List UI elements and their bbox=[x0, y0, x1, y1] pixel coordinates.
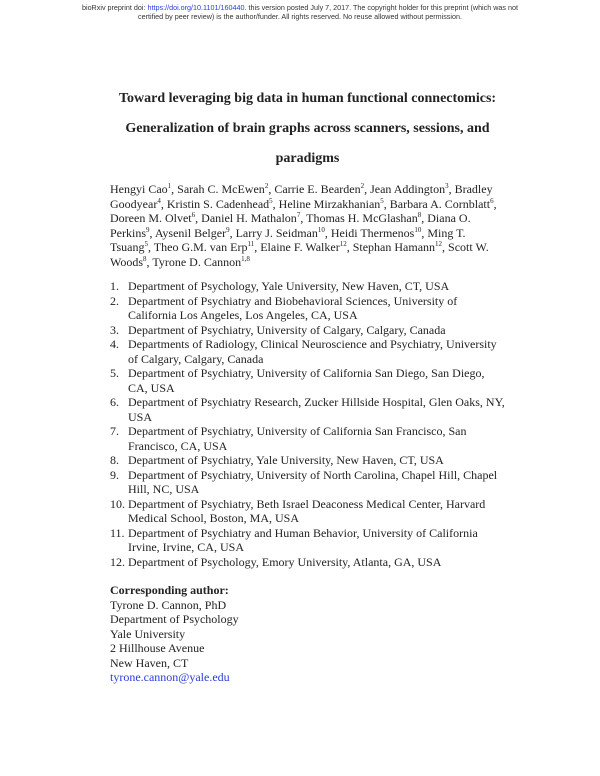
author-affiliation-marker: 8 bbox=[417, 211, 422, 219]
author-affiliation-marker: 12 bbox=[339, 240, 347, 248]
author bbox=[260, 240, 347, 254]
author bbox=[274, 182, 364, 196]
author bbox=[331, 226, 421, 240]
affiliation-number: 8. bbox=[110, 453, 119, 467]
author bbox=[110, 211, 195, 225]
author bbox=[152, 255, 250, 269]
author-affiliation-marker: 1,8 bbox=[241, 254, 250, 263]
author bbox=[353, 240, 442, 254]
affiliation-text: Department of Psychiatry, University of California San Francisco, San Francisco, CA, USA bbox=[128, 424, 467, 453]
affiliation-number: 3. bbox=[110, 322, 119, 337]
author-affiliation-marker: 9 bbox=[226, 225, 230, 234]
affiliation-text: Department of Psychiatry and Human Behavior, University of California Irvine, Irvine, CA, USA bbox=[128, 525, 478, 554]
author-affiliation-marker: 6 bbox=[490, 196, 494, 205]
corr-line: Department of Psychology bbox=[110, 612, 239, 626]
affiliation-item bbox=[110, 555, 505, 570]
corr-line: 2 Hillhouse Avenue bbox=[110, 641, 205, 655]
affiliation-item bbox=[110, 468, 505, 497]
affiliation-number: 1. bbox=[110, 279, 119, 293]
author bbox=[177, 182, 268, 196]
author bbox=[306, 211, 421, 225]
affiliation-number: 4. bbox=[110, 337, 119, 351]
corr-line: New Haven, CT bbox=[110, 655, 189, 670]
author bbox=[279, 197, 384, 211]
author-affiliation-marker: 5 bbox=[269, 196, 273, 205]
affiliation-item bbox=[110, 497, 505, 526]
author-name: Heidi Thermenos bbox=[330, 225, 415, 240]
author-name: Diana O. Perkins bbox=[110, 211, 471, 240]
affiliation-number: 5. bbox=[110, 366, 119, 380]
author-affiliation-marker: 12 bbox=[435, 240, 443, 248]
paper-body bbox=[110, 84, 505, 685]
affiliation-item bbox=[110, 395, 505, 424]
corresponding-author bbox=[110, 583, 505, 685]
author bbox=[110, 182, 171, 196]
title-line: paradigms bbox=[275, 151, 340, 166]
author-affiliation-marker: 2 bbox=[360, 182, 365, 190]
affiliation-item bbox=[110, 424, 505, 453]
author-name: Thomas H. McGlashan bbox=[306, 211, 418, 225]
author-affiliation-marker: 3 bbox=[445, 182, 449, 190]
author-name: Stephan Hamann bbox=[352, 240, 436, 254]
author-name: Bradley Goodyear bbox=[110, 182, 493, 211]
affiliation-item bbox=[110, 337, 505, 366]
corresponding-heading: Corresponding author: bbox=[110, 583, 229, 597]
author-name: Jean Addington bbox=[370, 182, 446, 196]
author-list: Hengyi Cao$^1$, Sarah C. McEwen$^2$, Carrie E. Bearden$^2$, Jean Addington$^3$, Bradley Goodyear$^4$, Kristin S. Cadenhead$^5$, Heline Mirzakhanian$^5$, Barbara A. Cornblatt$^6$, Doreen M. Olvet$^6$, Daniel H. Mathalon$^7$, Thomas H. McGlashan$^8$, Diana O. Perkins$^9$, Aysenil Belger$^9$, Larry J. Seidman$^{10}$, Heidi Thermenos$^{10}$, Ming T. Tsuang$^5$, Theo G.M. van Erp$^{11}$, Elaine F. Walker$^{12}$, Stephan Hamann$^{12}$, Scott W. Woods$^8$, Tyrone D. Cannon$^{1,8}$ bbox=[110, 182, 497, 269]
header-line1: . this version posted July 7, 2017. The copyright holder for this preprint (which was not bbox=[244, 3, 519, 12]
affiliation-number: 2. bbox=[110, 293, 119, 308]
affiliation-list bbox=[110, 279, 505, 569]
author bbox=[390, 197, 494, 211]
affiliation-text: Departments of Radiology, Clinical Neuroscience and Psychiatry, University of Calgary, Calgary, Canada bbox=[128, 337, 497, 366]
affiliation-item bbox=[110, 526, 505, 555]
author-name: Doreen M. Olvet bbox=[110, 211, 192, 225]
affiliation-number: 12. bbox=[110, 554, 125, 569]
author bbox=[236, 226, 325, 240]
author-affiliation-marker: 5 bbox=[380, 196, 384, 205]
author-name: Aysenil Belger bbox=[154, 225, 227, 240]
author bbox=[370, 182, 449, 196]
author-affiliation-marker: 7 bbox=[296, 211, 301, 219]
author bbox=[167, 197, 273, 211]
author-name: Hengyi Cao bbox=[110, 182, 168, 196]
title-line: Generalization of brain graphs across scanners, sessions, and bbox=[125, 121, 490, 136]
affiliation-number: 7. bbox=[110, 424, 119, 438]
author-name: Tyrone D. Cannon bbox=[152, 254, 242, 269]
author bbox=[155, 226, 230, 240]
affiliation-number: 6. bbox=[110, 395, 119, 409]
affiliation-text: Department of Psychiatry, Beth Israel Deaconess Medical Center, Harvard Medical School, Boston, MA, USA bbox=[128, 496, 486, 525]
author bbox=[154, 240, 254, 254]
author-name: Ming T. Tsuang bbox=[110, 225, 466, 254]
affiliation-number: 9. bbox=[110, 467, 119, 482]
author-name: Elaine F. Walker bbox=[260, 240, 340, 254]
author-affiliation-marker: 2 bbox=[264, 182, 269, 190]
affiliation-item bbox=[110, 366, 505, 395]
author-name: Carrie E. Bearden bbox=[274, 182, 361, 196]
doi-link[interactable]: https://doi.org/10.1101/160440 bbox=[147, 3, 245, 12]
author-affiliation-marker: 5 bbox=[144, 240, 148, 248]
paper-title bbox=[60, 84, 555, 174]
author-name: Larry J. Seidman bbox=[235, 225, 318, 240]
author-affiliation-marker: 1 bbox=[167, 182, 172, 190]
author-name: Sarah C. McEwen bbox=[177, 182, 265, 196]
author-name: Kristin S. Cadenhead bbox=[166, 196, 270, 211]
author-affiliation-marker: 6 bbox=[191, 211, 196, 219]
author-name: Theo G.M. van Erp bbox=[153, 240, 248, 254]
preprint-header bbox=[0, 3, 600, 21]
affiliation-text: Department of Psychiatry, University of California San Diego, San Diego, CA, USA bbox=[128, 366, 485, 395]
author bbox=[201, 211, 300, 225]
affiliation-item bbox=[110, 294, 505, 323]
affiliation-text: Department of Psychology, Emory University, Atlanta, GA, USA bbox=[128, 554, 442, 569]
affiliation-text: Department of Psychiatry, University of Calgary, Calgary, Canada bbox=[128, 322, 446, 337]
affiliation-text: Department of Psychiatry and Biobehavioral Sciences, University of California Los Angeles, Los Angeles, CA, USA bbox=[128, 293, 458, 322]
affiliation-number: 10. bbox=[110, 496, 125, 511]
author-affiliation-marker: 9 bbox=[146, 225, 150, 234]
author-affiliation-marker: 10 bbox=[414, 225, 422, 234]
author-name: Heline Mirzakhanian bbox=[278, 196, 381, 211]
author-affiliation-marker: 11 bbox=[247, 240, 255, 248]
header-line2: certified by peer review) is the author/funder. All rights reserved. No reuse allowed without permission. bbox=[138, 12, 462, 21]
corr-line: Yale University bbox=[110, 626, 186, 641]
author-name: Barbara A. Cornblatt bbox=[389, 196, 491, 211]
affiliation-item bbox=[110, 453, 505, 468]
author-name: Daniel H. Mathalon bbox=[201, 211, 297, 225]
title-line: Toward leveraging big data in human functional connectomics: bbox=[118, 91, 497, 106]
affiliation-number: 11. bbox=[110, 525, 125, 540]
affiliation-text: Department of Psychology, Yale University, New Haven, CT, USA bbox=[128, 279, 450, 293]
author-name: Scott W. Woods bbox=[110, 240, 489, 269]
affiliation-text: Department of Psychiatry Research, Zucker Hillside Hospital, Glen Oaks, NY, USA bbox=[128, 395, 505, 424]
affiliation-item bbox=[110, 323, 505, 338]
author-affiliation-marker: 10 bbox=[317, 225, 325, 234]
email-link[interactable]: tyrone.cannon@yale.edu bbox=[110, 670, 230, 684]
affiliation-text: Department of Psychiatry, University of North Carolina, Chapel Hill, Chapel Hill, NC, USA bbox=[128, 467, 498, 496]
author-affiliation-marker: 8 bbox=[143, 254, 147, 263]
header-prefix: bioRxiv preprint doi: bbox=[81, 3, 148, 12]
affiliation-item bbox=[110, 279, 505, 294]
author-affiliation-marker: 4 bbox=[157, 196, 161, 205]
corr-line: Tyrone D. Cannon, PhD bbox=[110, 597, 227, 612]
affiliation-text: Department of Psychiatry, Yale University, New Haven, CT, USA bbox=[128, 453, 444, 467]
